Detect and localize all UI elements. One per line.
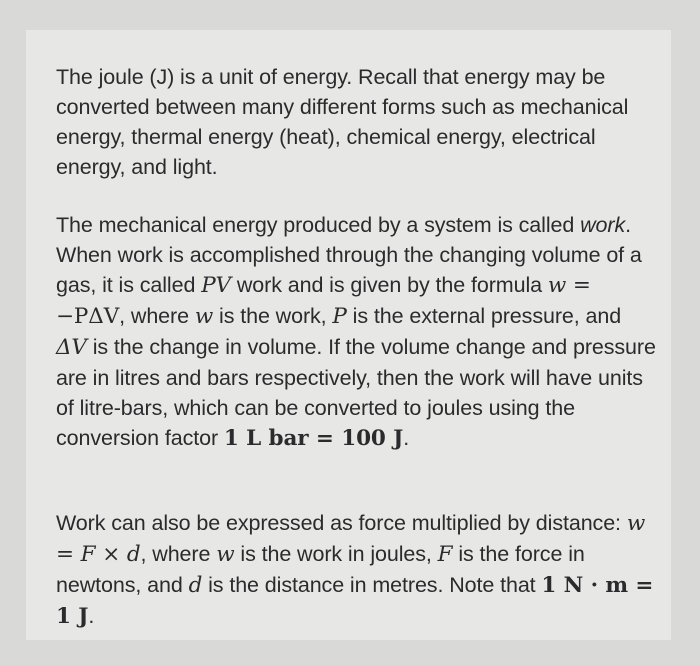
- p2-w-symbol: w: [194, 304, 214, 329]
- p2-end: .: [403, 426, 410, 450]
- p2-work-term: work: [580, 213, 626, 237]
- p3-text-4: is the force in newtons, and: [56, 542, 585, 597]
- p2-conversion-factor: 1 L bar = 100 J: [223, 426, 404, 451]
- p2-p-symbol: P: [332, 304, 347, 329]
- p3-end: .: [88, 604, 95, 628]
- p2-text-2: . When work is accomplished through the changing volume of a gas, it is called: [56, 213, 642, 297]
- p2-pv-symbol: PV: [201, 273, 231, 298]
- p3-formula-w: w: [626, 511, 646, 536]
- p2-formula-w: w: [547, 273, 567, 298]
- p2-text-3: work and is given by the formula: [230, 273, 548, 297]
- p3-w-symbol: w: [216, 542, 235, 567]
- content-card: [26, 30, 671, 640]
- p3-d-symbol: d: [188, 573, 203, 598]
- p2-formula-rhs: = −PΔV: [56, 273, 591, 329]
- p3-formula-rhs: = F × d: [56, 542, 141, 567]
- p2-text-6: is the external pressure, and: [346, 304, 622, 328]
- p3-text-1: Work can also be expressed as force multiplied by distance:: [56, 511, 627, 535]
- p3-text-5: is the distance in metres. Note that: [202, 573, 542, 597]
- p3-text-2: , where: [140, 542, 217, 566]
- p2-text-7: is the change in volume. If the volume change and pressure are in litres and bars respectively, then the work will have units of litre-bars, which can be converted to joules using the conversion factor: [56, 335, 656, 450]
- paragraph-1-text: The joule (J) is a unit of energy. Recall that energy may be converted between many different forms such as mechanical energy, thermal energy (heat), chemical energy, electrical energy, and light.: [56, 65, 629, 179]
- paragraph-joule-intro: [56, 62, 656, 182]
- p3-unit-identity: 1 N · m = 1 J: [56, 573, 654, 629]
- p2-dv-symbol: ΔV: [56, 335, 87, 360]
- paragraph-pv-work: [56, 210, 656, 454]
- p2-text-4: , where: [119, 304, 195, 328]
- p2-text-1: The mechanical energy produced by a system is called: [56, 213, 581, 237]
- p3-text-3: is the work in joules,: [234, 542, 438, 566]
- p3-f-symbol: F: [437, 542, 453, 567]
- p2-text-5: is the work,: [213, 304, 333, 328]
- paragraph-force-distance: [56, 508, 656, 632]
